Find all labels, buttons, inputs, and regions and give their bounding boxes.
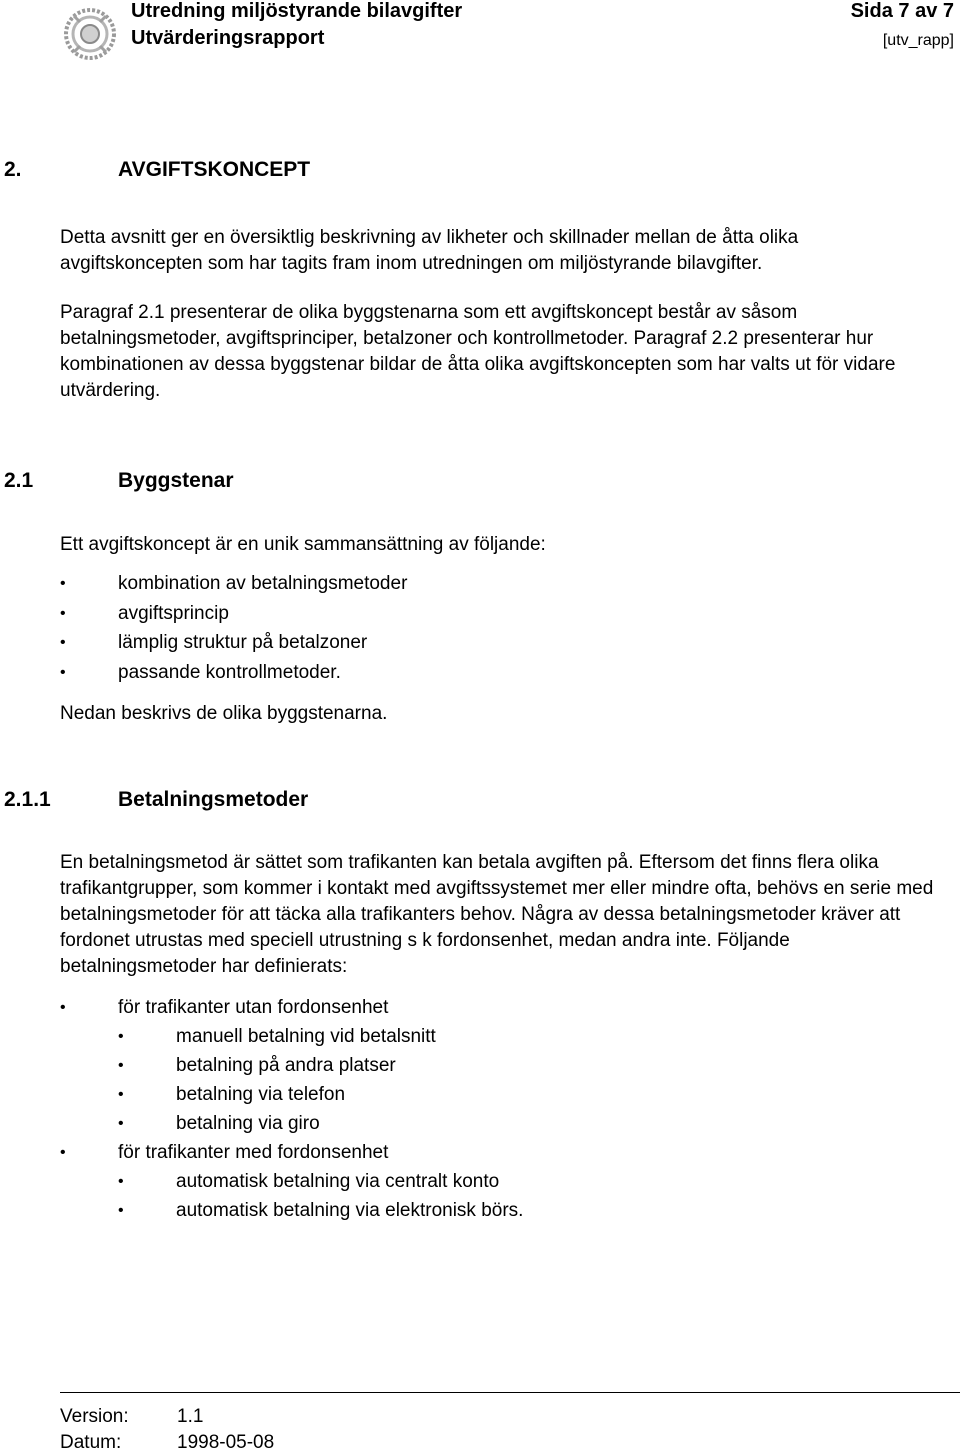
list-item: betalning via telefon — [176, 1084, 346, 1105]
section-2-1-1-paragraph: En betalningsmetod är sättet som trafikanten kan betala avgiften på. Eftersom det finns flera olika trafikantgrupper, som kommer i kontakt med avgiftssystemet mer eller mindre ofta, behövs en serie med betalningsmetoder för att täcka alla trafikanters behov. Några av dessa betalningsmetoder kräver att fordonet utrustas med speciell utrustning s k fordonsenhet, medan andra inte. Följande betalningsmetoder har definierats: — [60, 852, 934, 977]
bullet-icon: • — [118, 1086, 124, 1103]
bullet-icon: • — [60, 664, 66, 681]
section-2-1-1-number: 2.1.1 — [4, 788, 51, 811]
list-item: automatisk betalning via elektronisk börs. — [176, 1200, 524, 1221]
list-item: manuell betalning vid betalsnitt — [176, 1026, 436, 1047]
footer-version-value: 1.1 — [177, 1406, 204, 1427]
logo-seal-icon — [60, 6, 120, 62]
bullet-icon: • — [60, 634, 66, 651]
bullet-icon: • — [60, 1144, 66, 1161]
footer-date — [60, 1432, 275, 1454]
list-item: kombination av betalningsmetoder — [118, 573, 408, 594]
section-2-1-outro: Nedan beskrivs de olika byggstenarna. — [60, 703, 388, 724]
list-item: betalning på andra platser — [176, 1055, 396, 1076]
section-2-1-1-title: Betalningsmetoder — [118, 788, 309, 811]
list-item: betalning via giro — [176, 1113, 320, 1134]
section-2-1-number: 2.1 — [4, 469, 34, 492]
section-2-number: 2. — [4, 158, 22, 181]
bullet-icon: • — [118, 1202, 124, 1219]
bullet-icon: • — [60, 575, 66, 592]
list-item: passande kontrollmetoder. — [118, 662, 341, 683]
header-page-label: Sida 7 av 7 — [850, 0, 954, 22]
section-2-paragraph-1: Detta avsnitt ger en översiktlig beskrivning av likheter och skillnader mellan de åtta olika avgiftskoncepten som har tagits fram inom utredningen om miljöstyrande bilavgifter. — [60, 227, 799, 274]
header-title-line2: Utvärderingsrapport — [131, 27, 325, 49]
list-item: lämplig struktur på betalzoner — [118, 632, 368, 653]
bullet-icon: • — [60, 999, 66, 1016]
footer-date-label: Datum: — [60, 1432, 122, 1453]
section-2-title: AVGIFTSKONCEPT — [118, 158, 311, 181]
footer-version-label: Version: — [60, 1406, 129, 1427]
footer-version — [60, 1406, 204, 1428]
section-2-1-intro: Ett avgiftskoncept är en unik sammansättning av följande: — [60, 534, 546, 555]
list-group-label: för trafikanter med fordonsenhet — [118, 1142, 389, 1163]
header-doc-code: [utv_rapp] — [882, 32, 954, 49]
bullet-icon: • — [118, 1057, 124, 1074]
bullet-icon: • — [118, 1028, 124, 1045]
list-group-label: för trafikanter utan fordonsenhet — [118, 997, 389, 1018]
bullet-icon: • — [118, 1173, 124, 1190]
footer-divider — [60, 1392, 960, 1393]
section-2-1-title: Byggstenar — [118, 469, 234, 492]
list-item: avgiftsprincip — [118, 603, 229, 624]
header-title-line1: Utredning miljöstyrande bilavgifter — [131, 0, 463, 22]
bullet-icon: • — [60, 605, 66, 622]
section-2-paragraph-2: Paragraf 2.1 presenterar de olika byggstenarna som ett avgiftskoncept består av såsom betalningsmetoder, avgiftsprinciper, betalzoner och kontrollmetoder. Paragraf 2.2 presenterar hur kombinationen av dessa byggstenar bildar de åtta olika avgiftskoncepten som har valts ut för vidare utvärdering. — [60, 302, 896, 401]
footer-date-value: 1998-05-08 — [177, 1432, 275, 1453]
list-item: automatisk betalning via centralt konto — [176, 1171, 500, 1192]
bullet-icon: • — [118, 1115, 124, 1132]
